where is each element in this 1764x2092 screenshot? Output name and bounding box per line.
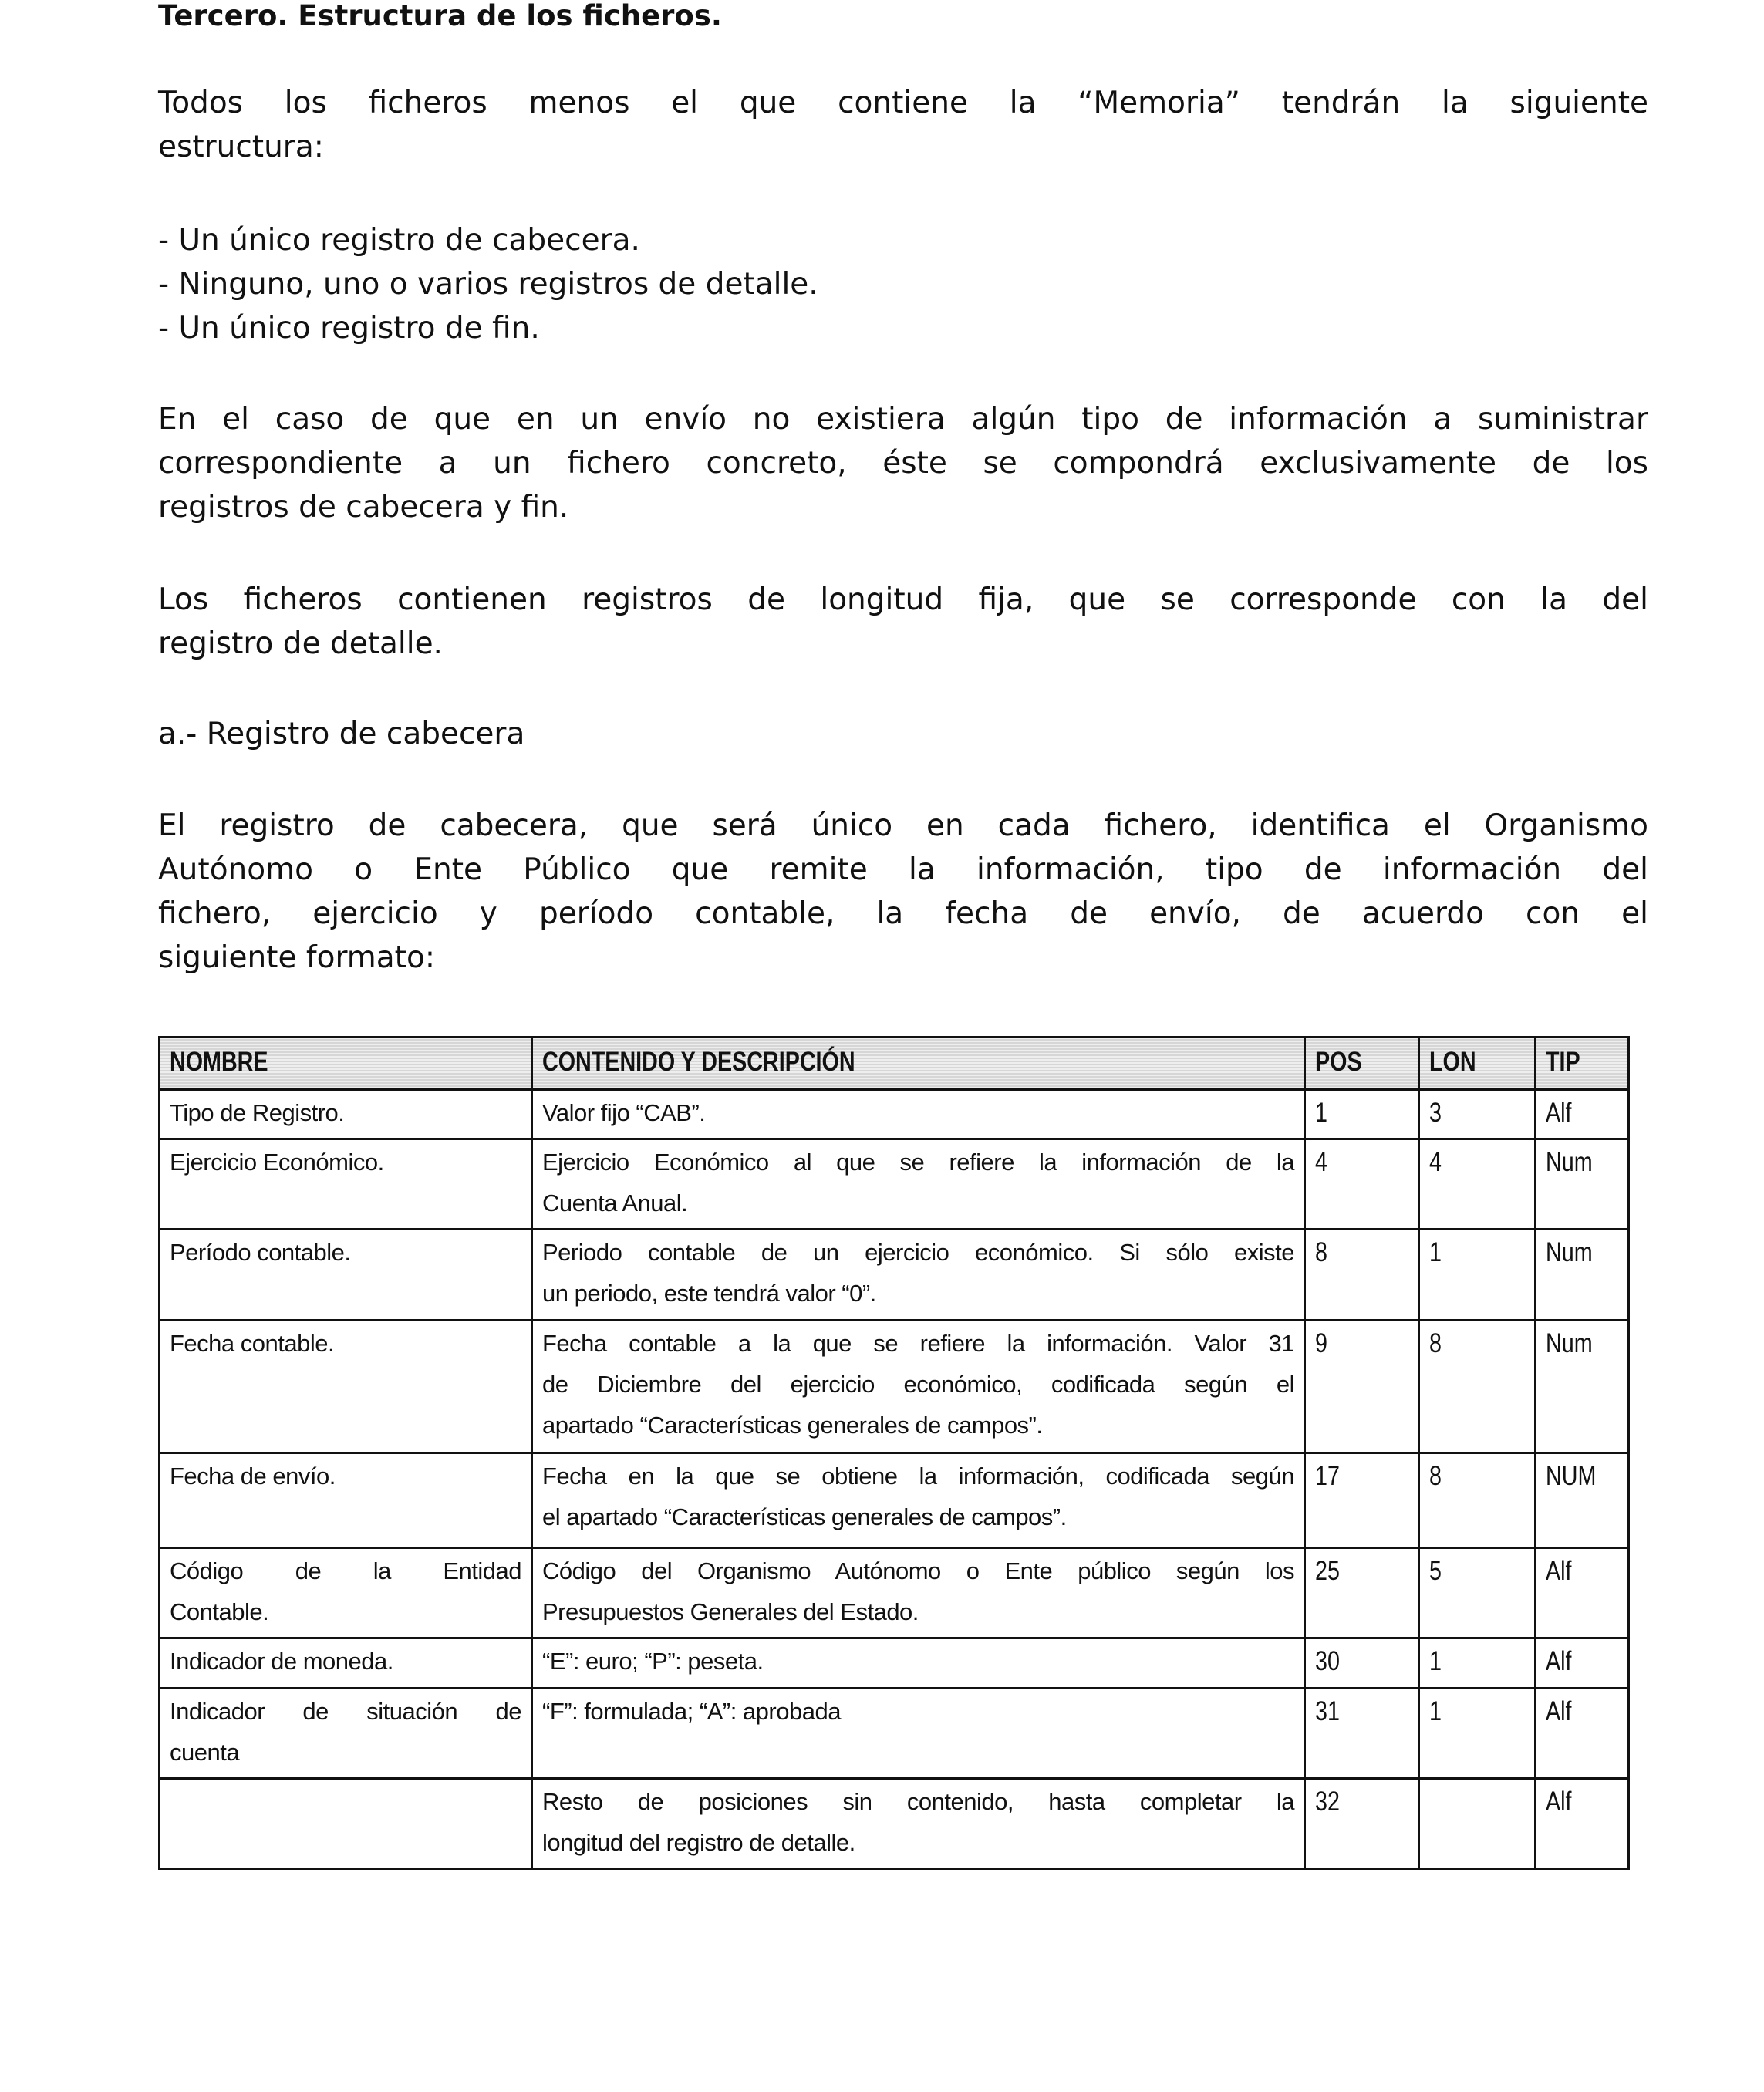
header-record-table [158,1036,1630,1870]
text-line: estructura: [158,130,324,164]
text-line: Los ficheros contienen registros de longitud fija, que se corresponde con la del [158,582,1648,617]
table-row [160,1638,1629,1689]
cell-line: Fecha contable a la que se refiere la información. Valor 31 [542,1330,1294,1357]
cell-tip [1536,1230,1629,1321]
cell-value: 17 [1315,1461,1340,1491]
cell-line: Indicador de moneda. [170,1648,393,1675]
cell-descripcion [532,1139,1305,1230]
cell-descripcion [532,1453,1305,1548]
record-list [158,218,1648,350]
text-line: Autónomo o Ente Público que remite la información, tipo de información del [158,852,1648,887]
cell-line: Tipo de Registro. [170,1099,345,1126]
cell-lon [1419,1321,1536,1453]
cell-line: Cuenta Anual. [542,1189,688,1216]
cell-line: Fecha de envío. [170,1463,336,1490]
col-tip: TIP [1536,1038,1629,1090]
cell-value: Num [1546,1147,1593,1177]
cell-nombre [160,1689,532,1779]
cell-value: 3 [1429,1098,1442,1128]
col-lon: LON [1419,1038,1536,1090]
cell-pos [1305,1638,1419,1689]
cell-line: apartado “Características generales de campos”. [542,1412,1043,1439]
cell-pos [1305,1689,1419,1779]
cell-value: Alf [1546,1646,1572,1676]
cell-value: 8 [1315,1237,1327,1267]
cell-pos [1305,1139,1419,1230]
table-row [160,1548,1629,1638]
paragraph-fixed-length [158,578,1648,666]
text-line: - Ninguno, uno o varios registros de detalle. [158,267,818,302]
paragraph-header-record [158,804,1648,980]
cell-value: NUM [1546,1461,1597,1491]
cell-tip [1536,1638,1629,1689]
cell-lon [1419,1779,1536,1869]
cell-lon [1419,1230,1536,1321]
cell-value: Alf [1546,1787,1572,1817]
cell-lon [1419,1453,1536,1548]
text-line: - Un único registro de cabecera. [158,223,640,258]
cell-nombre [160,1230,532,1321]
table-row [160,1689,1629,1779]
cell-line: Código de la Entidad [170,1557,521,1584]
cell-nombre [160,1321,532,1453]
section-title: Tercero. Estructura de los ficheros. [158,0,722,32]
cell-line: Indicador de situación de [170,1698,521,1725]
cell-line: Código del Organismo Autónomo o Ente público según los [542,1557,1294,1584]
cell-descripcion [532,1321,1305,1453]
cell-line: Presupuestos Generales del Estado. [542,1598,919,1625]
cell-pos [1305,1779,1419,1869]
cell-value: 25 [1315,1556,1340,1586]
table-row [160,1321,1629,1453]
cell-value: 4 [1429,1147,1442,1177]
cell-nombre [160,1638,532,1689]
cell-value: 31 [1315,1696,1340,1726]
cell-nombre [160,1090,532,1139]
cell-value: Alf [1546,1696,1572,1726]
cell-line: longitud del registro de detalle. [542,1829,855,1856]
cell-value: Num [1546,1328,1593,1358]
cell-line: Fecha contable. [170,1330,335,1357]
table-row [160,1139,1629,1230]
cell-value: 9 [1315,1328,1327,1358]
cell-pos [1305,1090,1419,1139]
cell-value: Alf [1546,1098,1572,1128]
cell-pos [1305,1548,1419,1638]
table-row [160,1230,1629,1321]
subsection-heading: a.- Registro de cabecera [158,717,525,751]
cell-lon [1419,1689,1536,1779]
cell-line: cuenta [170,1739,240,1766]
text-line: fichero, ejercicio y período contable, la fecha de envío, de acuerdo con el [158,896,1648,931]
cell-value: 5 [1429,1556,1442,1586]
col-contenido: CONTENIDO Y DESCRIPCIÓN [532,1038,1305,1090]
cell-nombre [160,1779,532,1869]
text-line: registro de detalle. [158,626,443,661]
cell-line: Ejercicio Económico al que se refiere la información de la [542,1149,1294,1176]
text-line: correspondiente a un fichero concreto, éste se compondrá exclusivamente de los [158,446,1648,481]
col-nombre: NOMBRE [160,1038,532,1090]
cell-tip [1536,1779,1629,1869]
cell-value: 30 [1315,1646,1340,1676]
cell-descripcion [532,1689,1305,1779]
text-line: siguiente formato: [158,940,435,975]
cell-line: Valor fijo “CAB”. [542,1099,706,1126]
cell-value: 32 [1315,1787,1340,1817]
table-row [160,1779,1629,1869]
cell-pos [1305,1321,1419,1453]
cell-value: 1 [1429,1696,1442,1726]
cell-line: Ejercicio Económico. [170,1149,384,1176]
cell-value: 8 [1429,1461,1442,1491]
cell-value: 1 [1429,1646,1442,1676]
table-row [160,1453,1629,1548]
cell-line: de Diciembre del ejercicio económico, codificada según el [542,1371,1294,1398]
cell-line: un periodo, este tendrá valor “0”. [542,1280,876,1307]
text-line: - Un único registro de fin. [158,311,540,346]
cell-value: 8 [1429,1328,1442,1358]
cell-value: 1 [1429,1237,1442,1267]
text-line: En el caso de que en un envío no existiera algún tipo de información a suministrar [158,402,1648,437]
table-header-row [160,1038,1629,1090]
cell-nombre [160,1139,532,1230]
cell-descripcion [532,1230,1305,1321]
cell-line: Período contable. [170,1239,351,1266]
cell-value: Alf [1546,1556,1572,1586]
cell-pos [1305,1230,1419,1321]
cell-line: Fecha en la que se obtiene la información, codificada según [542,1463,1294,1490]
table-row [160,1090,1629,1139]
cell-nombre [160,1548,532,1638]
cell-value: 4 [1315,1147,1327,1177]
cell-line: Contable. [170,1598,269,1625]
cell-line: Resto de posiciones sin contenido, hasta completar la [542,1788,1294,1815]
text-line: registros de cabecera y fin. [158,490,569,525]
cell-value: 1 [1315,1098,1327,1128]
cell-descripcion [532,1548,1305,1638]
cell-tip [1536,1548,1629,1638]
cell-line: Periodo contable de un ejercicio económico. Si sólo existe [542,1239,1294,1266]
cell-line: el apartado “Características generales de campos”. [542,1503,1067,1530]
text-line: El registro de cabecera, que será único en cada fichero, identifica el Organismo [158,808,1648,843]
paragraph-empty-shipment [158,397,1648,529]
cell-tip [1536,1139,1629,1230]
cell-lon [1419,1139,1536,1230]
cell-descripcion [532,1779,1305,1869]
cell-pos [1305,1453,1419,1548]
cell-tip [1536,1090,1629,1139]
text-line: Todos los ficheros menos el que contiene la “Memoria” tendrán la siguiente [158,86,1648,120]
cell-descripcion [532,1090,1305,1139]
cell-line: “E”: euro; “P”: peseta. [542,1648,764,1675]
cell-lon [1419,1090,1536,1139]
cell-value: Num [1546,1237,1593,1267]
cell-tip [1536,1689,1629,1779]
cell-tip [1536,1453,1629,1548]
cell-descripcion [532,1638,1305,1689]
cell-nombre [160,1453,532,1548]
cell-tip [1536,1321,1629,1453]
col-pos: POS [1305,1038,1419,1090]
paragraph-structure [158,81,1648,169]
cell-lon [1419,1548,1536,1638]
cell-lon [1419,1638,1536,1689]
cell-line: “F”: formulada; “A”: aprobada [542,1698,841,1725]
